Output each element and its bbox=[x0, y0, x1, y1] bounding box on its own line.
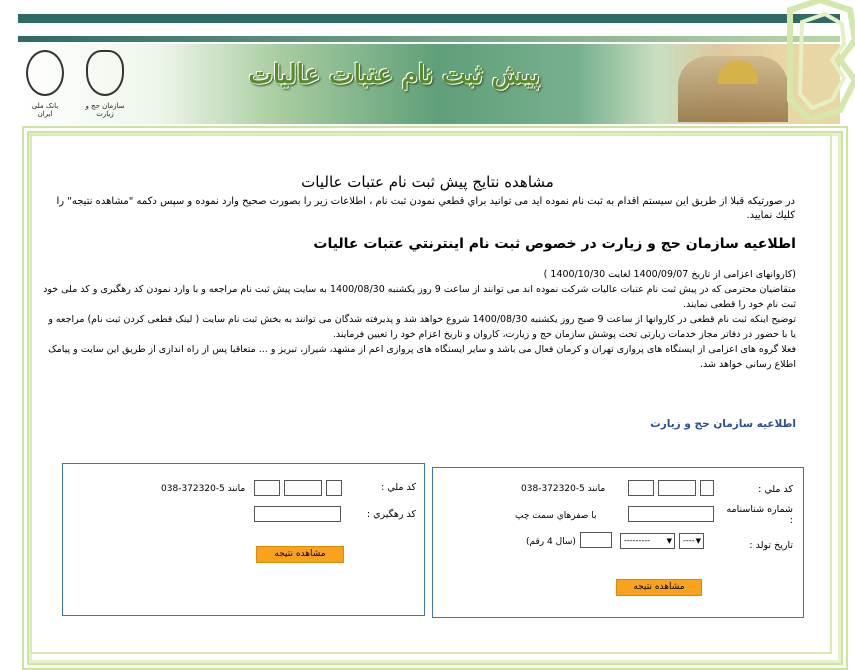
hajj-emblem-icon bbox=[86, 50, 124, 96]
bank-logo-caption: بانک ملی ایران bbox=[31, 102, 59, 118]
hajj-logo-caption: سازمان حج و زیارت bbox=[85, 102, 125, 118]
birth-day-value: ---- bbox=[683, 536, 695, 545]
header-gradient-bar bbox=[18, 36, 840, 42]
page-title: مشاهده نتايج پيش ثبت نام عتبات عاليات bbox=[301, 173, 554, 191]
id-number-input[interactable] bbox=[628, 506, 714, 522]
chevron-down-icon: ▼ bbox=[666, 537, 672, 545]
announcement-line: توضیح اینکه ثبت نام قطعی در کاروانها از ساعت 9 صبح روز یکشنبه 1400/08/30 شروع خواهد شد و پذیرفته شدگان می توانند به بخش ثبت نام سایت ( لینک قطعی کردن ثبت نام) مراجعه و یا با حضور در دفاتر مجاز خدمات زیارتی تحت پوشش سازمان حج و زیارت، کاروان و تاریخ اعزام خود را تعیین فرمایند. bbox=[48, 314, 796, 340]
birth-month-value: --------- bbox=[624, 536, 650, 545]
national-code-part2-input[interactable] bbox=[284, 480, 322, 496]
tracking-code-label: كد رهگيري : bbox=[366, 509, 416, 520]
announcement-source: اطلاعيه سازمان حج و زيارت bbox=[650, 418, 796, 430]
announcement-line: (کاروانهای اعزامی از تاریخ 1400/09/07 لغایت 1400/10/30 ) bbox=[543, 269, 796, 280]
bank-logo bbox=[24, 50, 66, 116]
announcement-line: فعلا گروه های اعزامی از ایستگاه های پروازی تهران و کرمان فعال می باشد و سایر ایستگاه های پروازی اعم از مشهد، شیراز، تبریز و ... متعاقبا پس از راه اندازی از طریق این سایت و پیامک اطلاع رسانی خواهد شد. bbox=[48, 344, 796, 370]
national-code-part3-input[interactable] bbox=[326, 480, 342, 496]
announcement-line: متقاضیان محترمی که در پیش ثبت نام عتبات عالیات شرکت نموده اند می توانند از ساعت 9 روز یکشنبه 1400/08/30 به سایت پیش ثبت نام مراجعه و با وارد نمودن کد رهگیری و کد ملی خود ثبت نام خود را قطعی نمایند. bbox=[43, 284, 796, 310]
national-code-label: كد ملي : bbox=[758, 484, 793, 495]
bank-emblem-icon bbox=[26, 50, 64, 96]
birth-year-hint: (سال 4 رقم) bbox=[526, 537, 576, 547]
view-result-button[interactable]: مشاهده نتيجه bbox=[256, 546, 344, 563]
national-code-part3-input[interactable] bbox=[700, 480, 714, 496]
birth-month-select[interactable] bbox=[620, 533, 675, 549]
announcement-title: اطلاعيه سازمان حج و زيارت در خصوص ثبت نام اينترنتي عتبات عاليات bbox=[313, 236, 796, 252]
announcement-body bbox=[40, 267, 796, 372]
id-number-hint: با صفرهاي سمت چپ bbox=[515, 511, 597, 521]
birth-year-input[interactable] bbox=[580, 532, 612, 548]
chevron-down-icon: ▼ bbox=[695, 537, 701, 545]
birth-day-select[interactable] bbox=[679, 533, 704, 549]
tracking-form bbox=[62, 463, 425, 616]
birth-date-label: تاريخ تولد : bbox=[749, 540, 793, 551]
national-code-part1-input[interactable] bbox=[628, 480, 654, 496]
view-result-button[interactable]: مشاهده نتيجه bbox=[616, 579, 702, 596]
national-code-part1-input[interactable] bbox=[254, 480, 280, 496]
national-code-hint: مانند 5-372320-038 bbox=[521, 484, 606, 494]
frame-ornament bbox=[780, 0, 855, 120]
national-code-hint: مانند 5-372320-038 bbox=[161, 484, 246, 494]
tracking-code-input[interactable] bbox=[254, 506, 341, 522]
hajj-logo bbox=[84, 50, 126, 116]
header-top-bar bbox=[18, 14, 840, 23]
intro-text: در صورتیکه قبلا از طریق این سیستم اقدام به ثبت نام نموده اید می توانید براي قطعي نمودن ثبت نام ، اطلاعات زير را بصورت صحيح وارد نموده و سپس دكمه "مشاهده نتيجه" را كليك نماييد. bbox=[56, 196, 795, 221]
id-number-label: شماره شناسنامه : bbox=[726, 504, 793, 526]
id-form bbox=[432, 467, 804, 618]
site-title: پیش ثبت نام عتبات عالیات bbox=[248, 60, 540, 90]
national-code-label: كد ملي : bbox=[381, 482, 416, 493]
national-code-part2-input[interactable] bbox=[658, 480, 696, 496]
